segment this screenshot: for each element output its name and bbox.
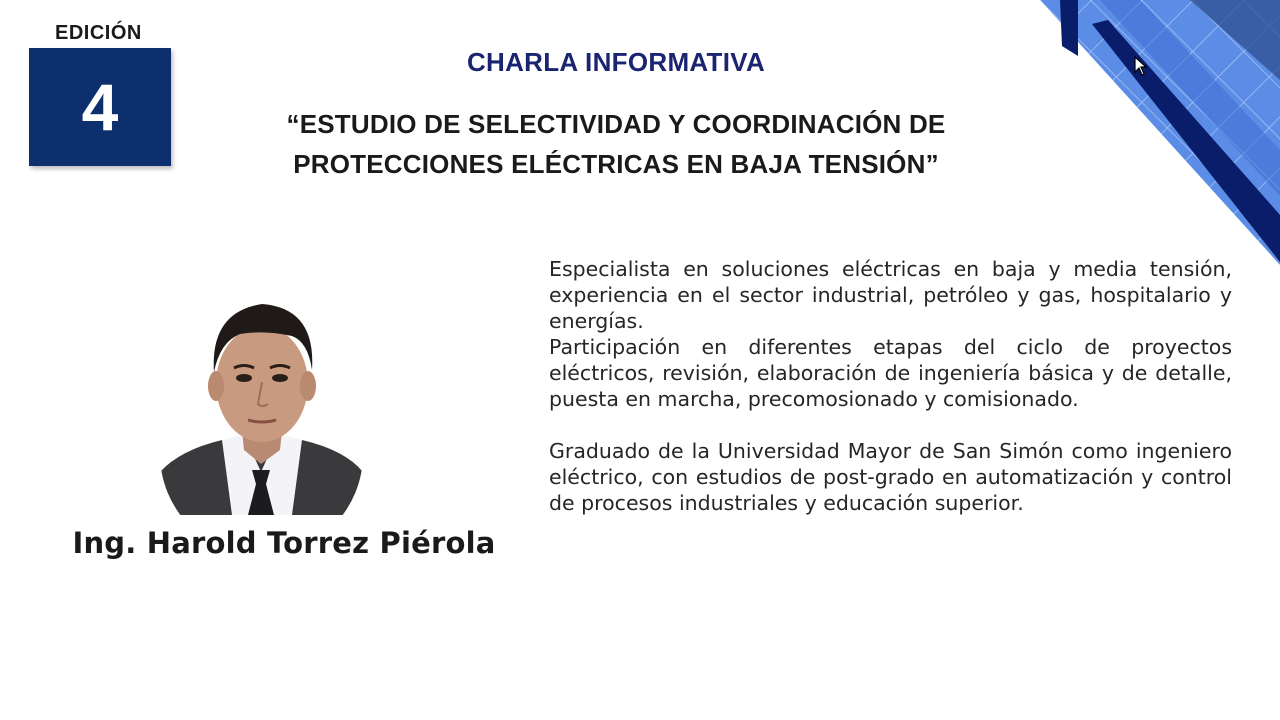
speaker-photo <box>160 272 363 515</box>
speaker-bio <box>549 256 1232 516</box>
mouse-cursor-icon <box>1134 56 1148 76</box>
bio-paragraph-2: Participación en diferentes etapas del ciclo de proyectos eléctricos, revisión, elaboración de ingeniería básica y de detalle, puesta en marcha, precomosionado y comisionado. <box>549 335 1232 411</box>
speaker-name: Ing. Harold Torrez Piérola <box>72 526 496 560</box>
event-kicker: CHARLA INFORMATIVA <box>466 47 766 77</box>
edition-label: EDICIÓN <box>55 22 142 44</box>
talk-title-line-1: “ESTUDIO DE SELECTIVIDAD Y COORDINACIÓN DE <box>286 109 946 139</box>
corner-decoration <box>1040 0 1280 265</box>
bio-paragraph-3: Graduado de la Universidad Mayor de San Simón como ingeniero eléctrico, con estudios de post-grado en automatización y control de procesos industriales y educación superior. <box>549 439 1232 515</box>
bio-paragraph-1: Especialista en soluciones eléctricas en baja y media tensión, experiencia en el sector industrial, petróleo y gas, hospitalario y energías. <box>549 257 1232 333</box>
talk-title-line-2: PROTECCIONES ELÉCTRICAS EN BAJA TENSIÓN” <box>293 149 939 179</box>
edition-number: 4 <box>81 70 119 144</box>
